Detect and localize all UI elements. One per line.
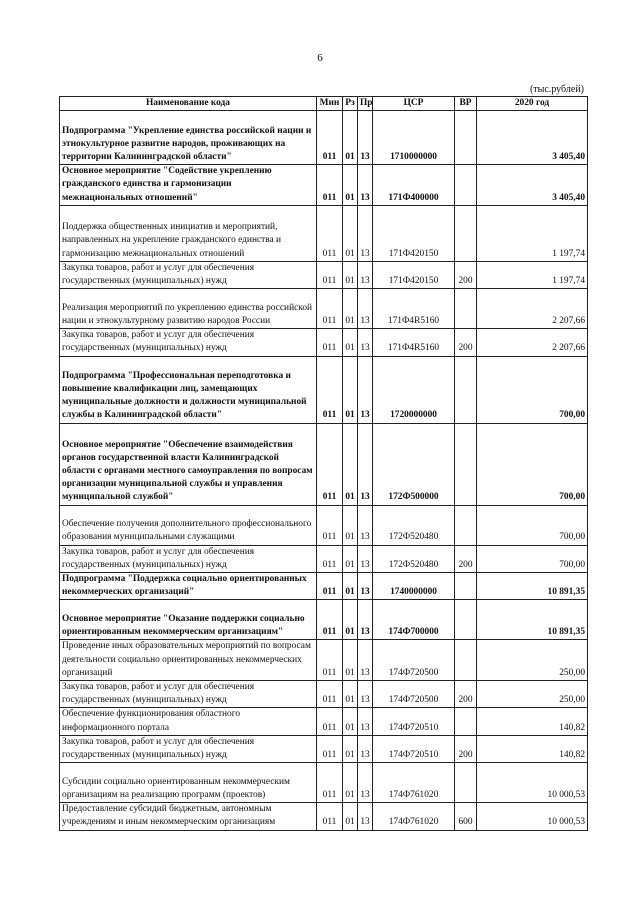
row-csr: 174Ф720500 xyxy=(373,681,455,708)
row-csr: 174Ф761020 xyxy=(373,763,455,803)
row-csr: 172Ф520480 xyxy=(373,505,455,545)
table-row xyxy=(60,681,588,708)
row-vr xyxy=(455,356,477,423)
row-amount: 2 207,66 xyxy=(477,329,588,356)
row-rz: 01 xyxy=(343,356,358,423)
row-pr: 13 xyxy=(358,505,373,545)
row-name: Основное мероприятие "Оказание поддержки социально ориентированным некоммерческим организациям" xyxy=(60,600,317,640)
row-pr: 13 xyxy=(358,763,373,803)
row-pr: 13 xyxy=(358,329,373,356)
row-amount: 140,82 xyxy=(477,708,588,735)
row-amount: 10 891,35 xyxy=(477,573,588,600)
row-vr xyxy=(455,708,477,735)
row-csr: 174Ф720510 xyxy=(373,708,455,735)
row-csr: 1720000000 xyxy=(373,356,455,423)
row-pr: 13 xyxy=(358,111,373,165)
row-pr: 13 xyxy=(358,803,373,830)
row-pr: 13 xyxy=(358,165,373,206)
row-amount: 250,00 xyxy=(477,640,588,681)
row-amount: 1 197,74 xyxy=(477,261,588,288)
row-vr xyxy=(455,423,477,505)
row-vr: 200 xyxy=(455,681,477,708)
row-vr xyxy=(455,205,477,261)
row-name: Реализация мероприятий по укреплению единства российской нации и этнокультурному развитию народов России xyxy=(60,289,317,329)
row-pr: 13 xyxy=(358,289,373,329)
row-amount: 700,00 xyxy=(477,423,588,505)
row-rz: 01 xyxy=(343,735,358,762)
units-label: (тыс.рублей) xyxy=(529,84,584,95)
row-amount: 2 207,66 xyxy=(477,289,588,329)
row-rz: 01 xyxy=(343,505,358,545)
row-vr xyxy=(455,505,477,545)
row-pr: 13 xyxy=(358,681,373,708)
row-vr xyxy=(455,573,477,600)
row-min: 011 xyxy=(317,640,343,681)
table-row xyxy=(60,289,588,329)
row-pr: 13 xyxy=(358,356,373,423)
table-row xyxy=(60,205,588,261)
row-name: Подпрограмма "Поддержка социально ориентированных некоммерческих организаций" xyxy=(60,573,317,600)
row-pr: 13 xyxy=(358,708,373,735)
row-min: 011 xyxy=(317,505,343,545)
table-row xyxy=(60,600,588,640)
row-name: Субсидии социально ориентированным некоммерческим организациям на реализацию программ (проектов) xyxy=(60,763,317,803)
row-rz: 01 xyxy=(343,803,358,830)
row-csr: 171Ф4R5160 xyxy=(373,289,455,329)
row-amount: 1 197,74 xyxy=(477,205,588,261)
table-row xyxy=(60,111,588,165)
row-rz: 01 xyxy=(343,681,358,708)
row-csr: 171Ф4R5160 xyxy=(373,329,455,356)
row-min: 011 xyxy=(317,763,343,803)
row-csr: 174Ф761020 xyxy=(373,803,455,830)
table-row xyxy=(60,735,588,762)
row-csr: 1710000000 xyxy=(373,111,455,165)
row-rz: 01 xyxy=(343,111,358,165)
row-min: 011 xyxy=(317,573,343,600)
row-pr: 13 xyxy=(358,573,373,600)
row-min: 011 xyxy=(317,735,343,762)
row-pr: 13 xyxy=(358,205,373,261)
row-min: 011 xyxy=(317,261,343,288)
row-name: Обеспечение функционирования областного информационного портала xyxy=(60,708,317,735)
row-min: 011 xyxy=(317,111,343,165)
row-min: 011 xyxy=(317,803,343,830)
header-csr: ЦСР xyxy=(373,97,455,111)
row-amount: 10 000,53 xyxy=(477,763,588,803)
row-amount: 3 405,40 xyxy=(477,111,588,165)
row-vr xyxy=(455,289,477,329)
row-rz: 01 xyxy=(343,261,358,288)
row-min: 011 xyxy=(317,356,343,423)
header-pr: Пр xyxy=(358,97,373,111)
row-rz: 01 xyxy=(343,763,358,803)
row-name: Подпрограмма "Укрепление единства российской нации и этнокультурное развитие народов, проживающих на территории Калининградской области" xyxy=(60,111,317,165)
row-min: 011 xyxy=(317,545,343,572)
row-rz: 01 xyxy=(343,573,358,600)
row-rz: 01 xyxy=(343,289,358,329)
row-min: 011 xyxy=(317,289,343,329)
row-pr: 13 xyxy=(358,545,373,572)
row-min: 011 xyxy=(317,205,343,261)
row-name: Закупка товаров, работ и услуг для обеспечения государственных (муниципальных) нужд xyxy=(60,329,317,356)
row-vr: 200 xyxy=(455,545,477,572)
budget-table xyxy=(59,96,588,831)
table-row xyxy=(60,329,588,356)
row-amount: 10 000,53 xyxy=(477,803,588,830)
row-pr: 13 xyxy=(358,261,373,288)
table-row xyxy=(60,545,588,572)
row-vr xyxy=(455,763,477,803)
row-min: 011 xyxy=(317,423,343,505)
row-amount: 700,00 xyxy=(477,545,588,572)
row-name: Предоставление субсидий бюджетным, автономным учреждениям и иным некоммерческим организациям xyxy=(60,803,317,830)
table-row xyxy=(60,708,588,735)
row-name: Подпрограмма "Профессиональная переподготовка и повышение квалификации лиц, замещающих муниципальные должности и должности муниципальной службы в Калининградской области" xyxy=(60,356,317,423)
row-rz: 01 xyxy=(343,329,358,356)
header-min: Мин xyxy=(317,97,343,111)
row-min: 011 xyxy=(317,165,343,206)
page-number: 6 xyxy=(317,52,323,64)
row-min: 011 xyxy=(317,708,343,735)
header-name: Наименование кода xyxy=(60,97,317,111)
row-name: Закупка товаров, работ и услуг для обеспечения государственных (муниципальных) нужд xyxy=(60,261,317,288)
row-rz: 01 xyxy=(343,545,358,572)
row-amount: 140,82 xyxy=(477,735,588,762)
row-csr: 1740000000 xyxy=(373,573,455,600)
row-name: Проведение иных образовательных мероприятий по вопросам деятельности социально ориентированных некоммерческих организаций xyxy=(60,640,317,681)
table-row xyxy=(60,573,588,600)
row-vr: 200 xyxy=(455,261,477,288)
row-csr: 174Ф700000 xyxy=(373,600,455,640)
row-vr xyxy=(455,640,477,681)
table-row xyxy=(60,165,588,206)
row-csr: 174Ф720510 xyxy=(373,735,455,762)
row-name: Поддержка общественных инициатив и мероприятий, направленных на укрепление гражданского единства и гармонизацию межнациональных отношений xyxy=(60,205,317,261)
row-name: Основное мероприятие "Содействие укреплению гражданского единства и гармонизации межнациональных отношений" xyxy=(60,165,317,206)
row-amount: 250,00 xyxy=(477,681,588,708)
row-csr: 172Ф500000 xyxy=(373,423,455,505)
header-vr: ВР xyxy=(455,97,477,111)
row-vr xyxy=(455,111,477,165)
header-year: 2020 год xyxy=(477,97,588,111)
row-amount: 700,00 xyxy=(477,356,588,423)
row-vr xyxy=(455,600,477,640)
row-amount: 10 891,35 xyxy=(477,600,588,640)
row-pr: 13 xyxy=(358,423,373,505)
row-vr: 200 xyxy=(455,329,477,356)
header-rz: Рз xyxy=(343,97,358,111)
row-name: Закупка товаров, работ и услуг для обеспечения государственных (муниципальных) нужд xyxy=(60,545,317,572)
row-vr: 600 xyxy=(455,803,477,830)
row-pr: 13 xyxy=(358,640,373,681)
row-pr: 13 xyxy=(358,600,373,640)
table-body xyxy=(60,111,588,830)
row-min: 011 xyxy=(317,600,343,640)
table-row xyxy=(60,763,588,803)
row-rz: 01 xyxy=(343,708,358,735)
row-name: Основное мероприятие "Обеспечение взаимодействия органов государственной власти Калининградской области с органами местного самоуправления по вопросам организации муниципальной службы и управления муниципальной службой" xyxy=(60,423,317,505)
row-name: Закупка товаров, работ и услуг для обеспечения государственных (муниципальных) нужд xyxy=(60,735,317,762)
row-name: Обеспечение получения дополнительного профессионального образования муниципальными служащими xyxy=(60,505,317,545)
row-rz: 01 xyxy=(343,640,358,681)
row-min: 011 xyxy=(317,681,343,708)
row-vr xyxy=(455,165,477,206)
row-csr: 171Ф420150 xyxy=(373,261,455,288)
row-min: 011 xyxy=(317,329,343,356)
row-pr: 13 xyxy=(358,735,373,762)
row-csr: 172Ф520480 xyxy=(373,545,455,572)
row-rz: 01 xyxy=(343,205,358,261)
row-amount: 3 405,40 xyxy=(477,165,588,206)
table-row xyxy=(60,423,588,505)
table-row xyxy=(60,261,588,288)
table-row xyxy=(60,640,588,681)
row-csr: 171Ф400000 xyxy=(373,165,455,206)
table-row xyxy=(60,505,588,545)
row-rz: 01 xyxy=(343,600,358,640)
row-amount: 700,00 xyxy=(477,505,588,545)
table-header-row xyxy=(60,97,588,111)
table-row xyxy=(60,356,588,423)
row-rz: 01 xyxy=(343,423,358,505)
row-vr: 200 xyxy=(455,735,477,762)
row-csr: 174Ф720500 xyxy=(373,640,455,681)
row-rz: 01 xyxy=(343,165,358,206)
table-row xyxy=(60,803,588,830)
row-name: Закупка товаров, работ и услуг для обеспечения государственных (муниципальных) нужд xyxy=(60,681,317,708)
row-csr: 171Ф420150 xyxy=(373,205,455,261)
